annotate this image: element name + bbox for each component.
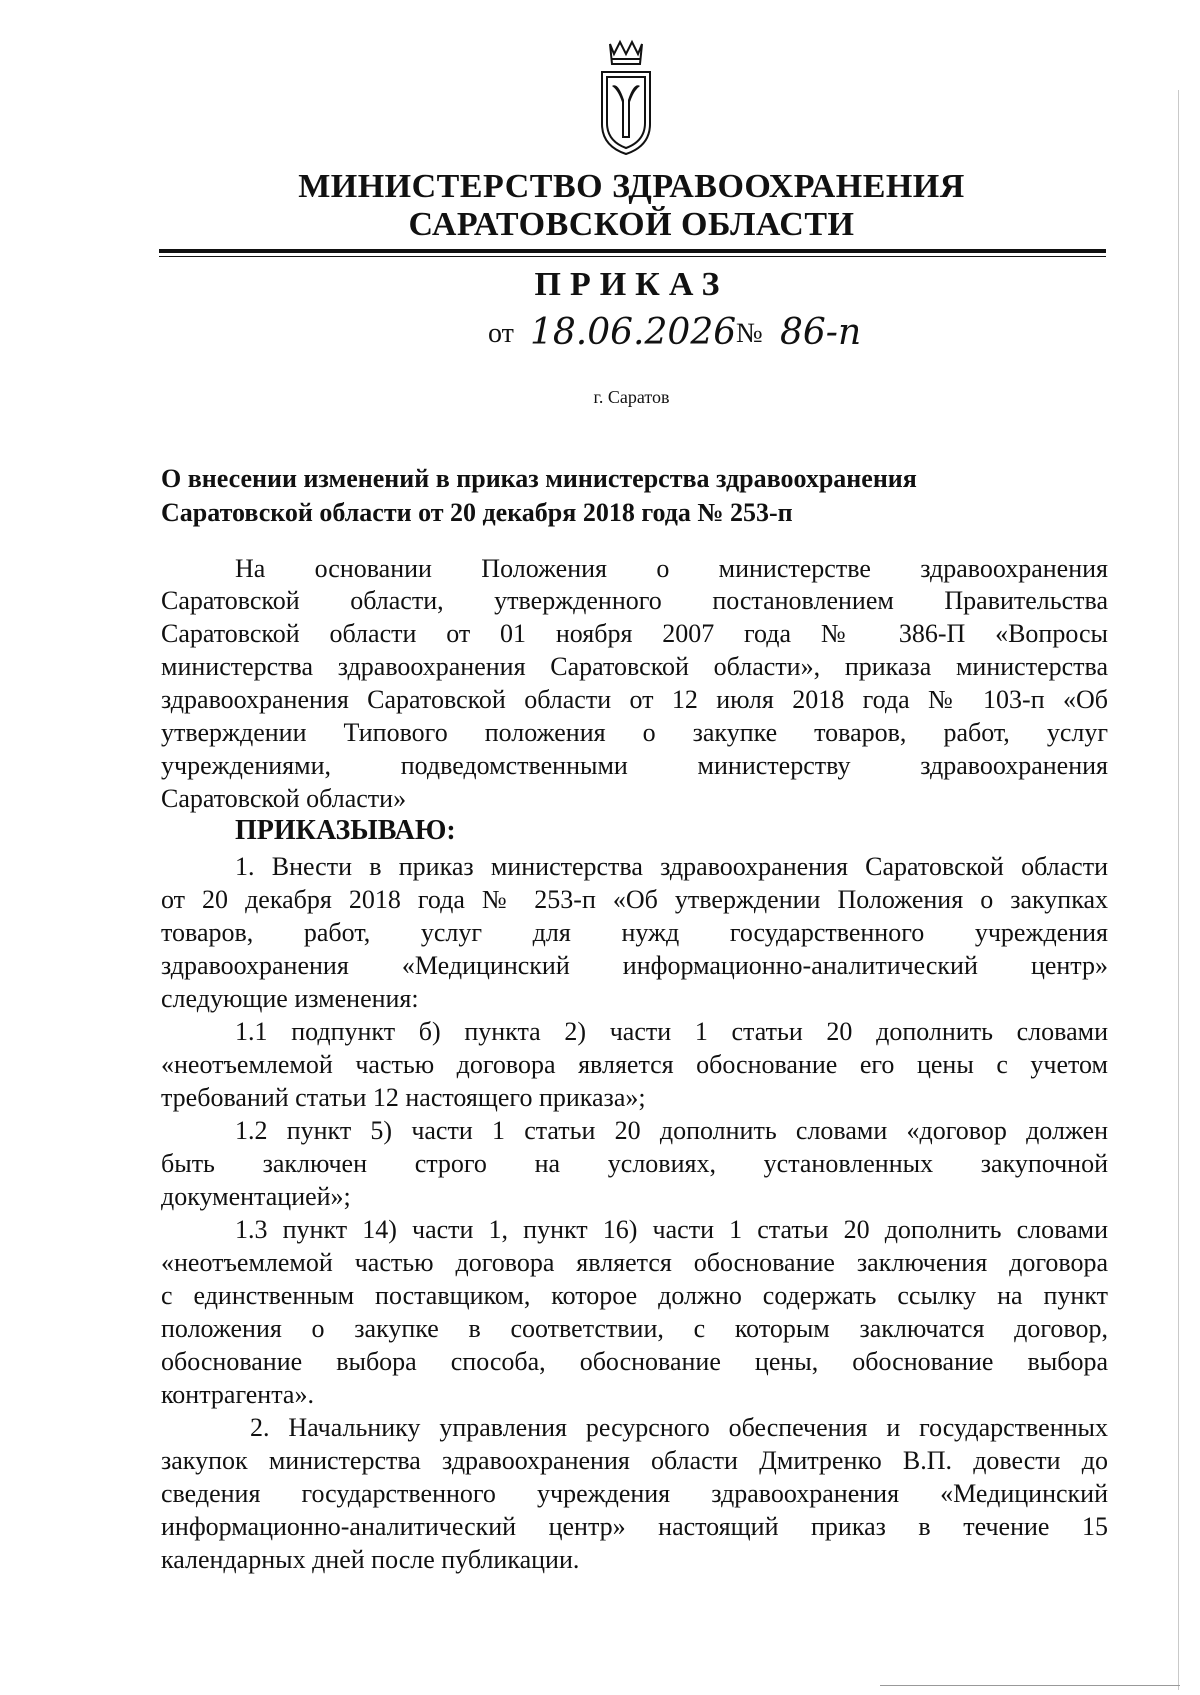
item2-line: календарных дней после публикации. (161, 1545, 580, 1574)
item1-1-line: «неотъемлемой частью договора является обоснование его цены с учетом (161, 1050, 1108, 1079)
ministry-name-line2: САРАТОВСКОЙ ОБЛАСТИ (408, 206, 855, 243)
subject-line: О внесении изменений в приказ министерства здравоохранения (161, 464, 917, 493)
item1-3-line: «неотъемлемой частью договора является обоснование заключения договора (161, 1248, 1108, 1277)
item1-line: 1. Внести в приказ министерства здравоохранения Саратовской области (235, 852, 1108, 881)
item1-2-line: быть заключен строго на условиях, установленных закупочной (161, 1149, 1108, 1178)
preamble-line: Саратовской области от 01 ноября 2007 года № 386-П «Вопросы (161, 619, 1108, 648)
item1-2-line: документацией»; (161, 1182, 351, 1211)
date-prefix: от (488, 318, 514, 349)
preamble-line: Саратовской области, утвержденного постановлением Правительства (161, 586, 1108, 615)
subject-line: Саратовской области от 20 декабря 2018 года № 253-п (161, 498, 793, 527)
document-title: ПРИКАЗ (534, 266, 729, 303)
preamble-line: утверждении Типового положения о закупке товаров, работ, услуг (161, 718, 1108, 747)
order-subject (161, 462, 917, 530)
item1-3-line: 1.3 пункт 14) части 1, пункт 16) части 1 статьи 20 дополнить словами (235, 1215, 1108, 1244)
city-name: г. Саратов (593, 387, 670, 407)
preamble-line: Саратовской области» (161, 784, 407, 813)
item1-1-line: требований статьи 12 настоящего приказа»; (161, 1083, 646, 1112)
preamble-line: здравоохранения Саратовской области от 12 июля 2018 года № 103-п «Об (161, 685, 1108, 714)
saratov-coat-of-arms-icon (598, 38, 654, 158)
scan-edge-line (1178, 90, 1179, 1690)
number-prefix: № (736, 318, 763, 349)
item1-1-line: 1.1 подпункт б) пункта 2) части 1 статьи 20 дополнить словами (235, 1017, 1108, 1046)
item1-line: следующие изменения: (161, 984, 419, 1013)
item1-2-line: 1.2 пункт 5) части 1 статьи 20 дополнить словами «договор должен (235, 1116, 1108, 1145)
item2-line: информационно-аналитический центр» настоящий приказ в течение 15 (161, 1512, 1108, 1541)
item2-line: 2. Начальнику управления ресурсного обеспечения и государственных (250, 1413, 1108, 1442)
header-rule-thick (159, 249, 1106, 253)
preamble-line: учреждениями, подведомственными министерству здравоохранения (161, 751, 1108, 780)
scan-bottom-line (880, 1685, 1180, 1686)
item1-3-line: контрагента». (161, 1380, 314, 1409)
item2-line: закупок министерства здравоохранения области Дмитренко В.П. довести до (161, 1446, 1108, 1475)
item1-line: товаров, работ, услуг для нужд государственного учреждения (161, 918, 1108, 947)
ministry-name-line1: МИНИСТЕРСТВО ЗДРАВООХРАНЕНИЯ (298, 168, 965, 205)
item1-line: от 20 декабря 2018 года № 253-п «Об утверждении Положения о закупках (161, 885, 1108, 914)
preamble-line: министерства здравоохранения Саратовской области», приказа министерства (161, 652, 1108, 681)
order-number-handwritten: 86-п (780, 312, 862, 353)
item2-line: сведения государственного учреждения здравоохранения «Медицинский (161, 1479, 1108, 1508)
item1-3-line: с единственным поставщиком, которое должно содержать ссылку на пункт (161, 1281, 1108, 1310)
item1-line: здравоохранения «Медицинский информационно-аналитический центр» (161, 951, 1108, 980)
header-rule-thin (159, 256, 1106, 257)
item1-3-line: положения о закупке в соответствии, с которым заключатся договор, (161, 1314, 1108, 1343)
order-word: ПРИКАЗЫВАЮ: (235, 815, 456, 846)
item1-3-line: обоснование выбора способа, обоснование цены, обоснование выбора (161, 1347, 1108, 1376)
order-date-handwritten: 18.06.2026 (530, 312, 737, 353)
preamble-line: На основании Положения о министерстве здравоохранения (235, 554, 1108, 583)
